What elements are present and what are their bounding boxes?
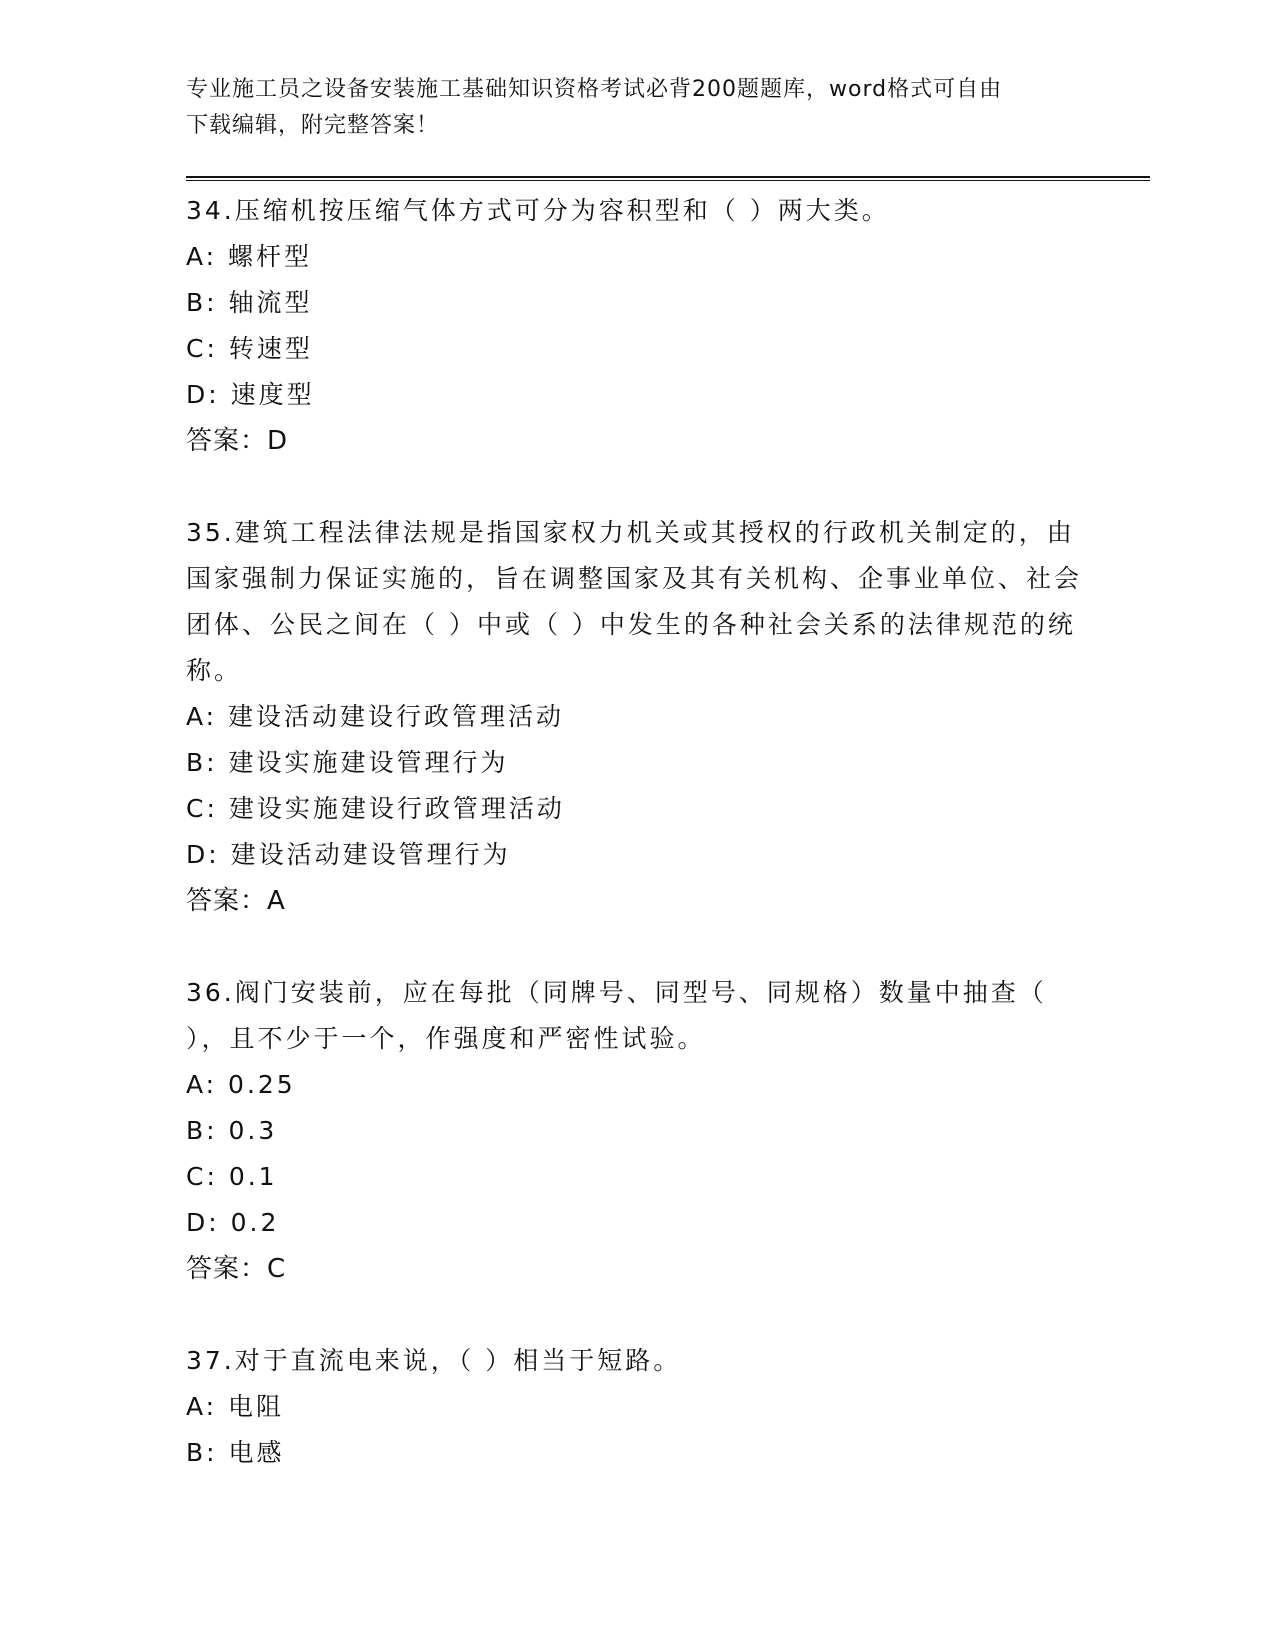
option-c: C: 0.1 <box>186 1162 278 1191</box>
header-divider <box>186 176 1150 181</box>
question-34 <box>186 188 1086 464</box>
option-d: D: 速度型 <box>186 380 315 409</box>
question-text: 34.压缩机按压缩气体方式可分为容积型和（ ）两大类。 <box>186 196 890 225</box>
option-a: A: 建设活动建设行政管理活动 <box>186 702 565 731</box>
question-36 <box>186 970 1086 1292</box>
header-line-1: 专业施工员之设备安装施工基础知识资格考试必背200题题库，word格式可自由 <box>186 77 1003 102</box>
option-b: B: 轴流型 <box>186 288 313 317</box>
answer-line: 答案：D <box>186 426 289 456</box>
question-37 <box>186 1338 1086 1476</box>
header-line-2: 下载编辑，附完整答案！ <box>186 113 440 138</box>
option-b: B: 建设实施建设管理行为 <box>186 748 509 777</box>
option-c: C: 建设实施建设行政管理活动 <box>186 794 565 823</box>
option-b: B: 0.3 <box>186 1116 278 1145</box>
answer-line: 答案：A <box>186 886 286 916</box>
option-d: D: 0.2 <box>186 1208 280 1237</box>
question-text: 36.阀门安装前，应在每批（同牌号、同型号、同规格）数量中抽查（ ），且不少于一个，作强度和严密性试验。 <box>186 978 1047 1053</box>
option-d: D: 建设活动建设管理行为 <box>186 840 511 869</box>
question-list <box>186 188 1086 1522</box>
question-text: 35.建筑工程法律法规是指国家权力机关或其授权的行政机关制定的，由国家强制力保证实施的，旨在调整国家及其有关机构、企事业单位、社会团体、公民之间在（ ）中或（ ）中发生的各种社会关系的法律规范的统称。 <box>186 518 1083 685</box>
option-a: A: 0.25 <box>186 1070 296 1099</box>
option-a: A: 螺杆型 <box>186 242 313 271</box>
option-b: B: 电感 <box>186 1438 285 1467</box>
option-a: A: 电阻 <box>186 1392 285 1421</box>
question-35 <box>186 510 1086 924</box>
question-text: 37.对于直流电来说，（ ）相当于短路。 <box>186 1346 682 1375</box>
document-header <box>186 72 1066 144</box>
option-c: C: 转速型 <box>186 334 313 363</box>
answer-line: 答案：C <box>186 1254 287 1284</box>
